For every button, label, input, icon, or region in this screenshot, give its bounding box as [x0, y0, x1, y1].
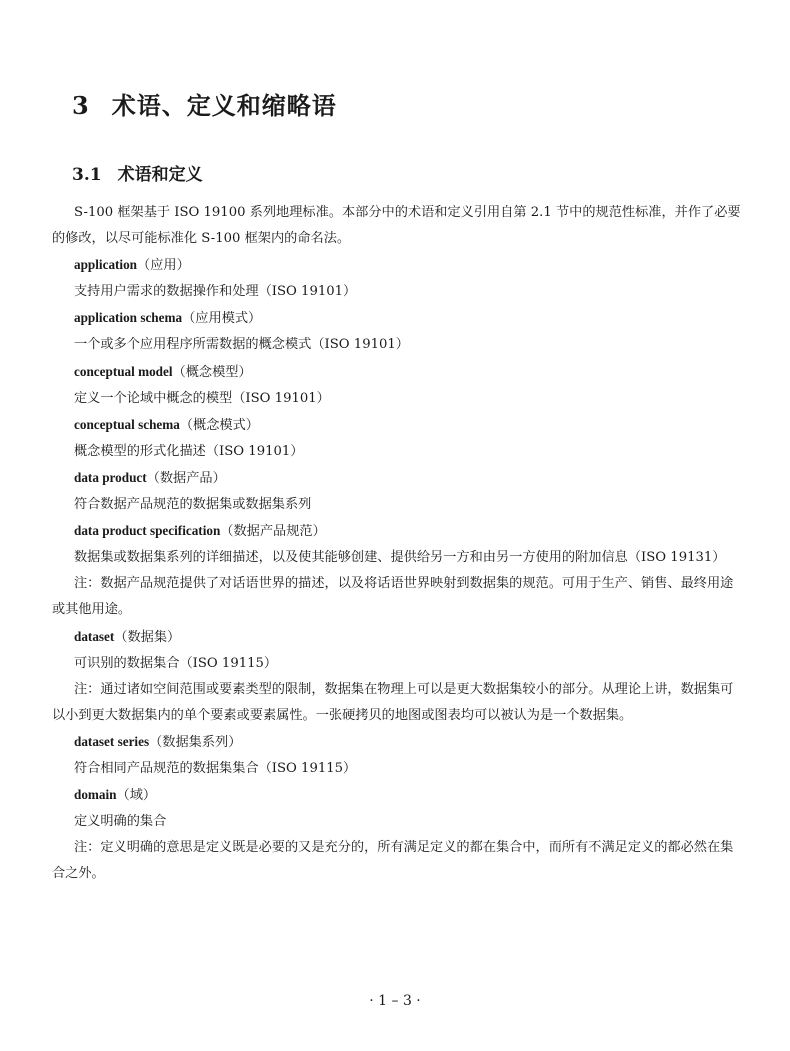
- term-en: data product specification: [74, 523, 221, 539]
- term-note: 注：数据产品规范提供了对话语世界的描述，以及将话语世界映射到数据集的规范。可用于生产、销售、最终用途或其他用途。: [52, 576, 734, 618]
- term-definition: 定义一个论域中概念的模型（ISO 19101）: [74, 390, 330, 406]
- term-entry: [52, 624, 742, 651]
- term-definition: 概念模型的形式化描述（ISO 19101）: [74, 443, 304, 459]
- term-en: conceptual schema: [74, 416, 180, 432]
- section-heading: [72, 160, 203, 185]
- term-en: dataset series: [74, 733, 150, 749]
- term-en: application schema: [74, 310, 183, 326]
- term-en: conceptual model: [74, 363, 173, 379]
- term-cn: （数据集）: [114, 629, 181, 645]
- term-cn: （数据产品）: [146, 470, 226, 486]
- term-entry: [52, 359, 742, 386]
- chapter-title: 术语、定义和缩略语: [111, 92, 337, 120]
- intro-paragraph: S-100 框架基于 ISO 19100 系列地理标准。本部分中的术语和定义引用自第 2.1 节中的规范性标准，并作了必要的修改，以尽可能标准化 S-100 框架内的命名法。: [52, 205, 741, 247]
- term-entry: [52, 782, 742, 809]
- term-entry: [52, 305, 742, 332]
- term-definition: 一个或多个应用程序所需数据的概念模式（ISO 19101）: [74, 337, 409, 353]
- term-entry: [52, 412, 742, 439]
- term-note: 注：通过诸如空间范围或要素类型的限制，数据集在物理上可以是更大数据集较小的部分。从理论上讲，数据集可以小到更大数据集内的单个要素或要素属性。一张硬拷贝的地图或图表均可以被认为是一个数据集。: [52, 681, 734, 723]
- chapter-number: 3: [72, 91, 90, 120]
- term-en: application: [74, 257, 138, 273]
- page-number: · 1 – 3 ·: [369, 993, 421, 1009]
- term-note: 注：定义明确的意思是定义既是必要的又是充分的，所有满足定义的都在集合中，而所有不满足定义的都必然在集合之外。: [52, 840, 734, 882]
- term-definition: 支持用户需求的数据操作和处理（ISO 19101）: [74, 284, 357, 300]
- term-definition: 符合相同产品规范的数据集集合（ISO 19115）: [74, 760, 357, 776]
- term-entry: [52, 465, 742, 492]
- document-body: [52, 200, 742, 887]
- term-cn: （应用模式）: [182, 311, 262, 327]
- term-cn: （域）: [116, 788, 157, 804]
- chapter-heading: [72, 86, 337, 121]
- term-en: data product: [74, 469, 147, 485]
- term-cn: （数据产品规范）: [220, 524, 326, 540]
- term-entry: [52, 252, 742, 279]
- section-number: 3.1: [72, 165, 102, 185]
- term-cn: （概念模式）: [179, 417, 259, 433]
- term-en: dataset: [74, 628, 115, 644]
- term-definition: 符合数据产品规范的数据集或数据集系列: [74, 497, 312, 513]
- term-definition: 数据集或数据集系列的详细描述，以及使其能够创建、提供给另一方和由另一方使用的附加信息（ISO 19131）: [74, 550, 726, 566]
- section-title: 术语和定义: [117, 165, 203, 185]
- term-entry: [52, 729, 742, 756]
- term-definition: 定义明确的集合: [74, 814, 167, 830]
- term-cn: （数据集系列）: [149, 734, 242, 750]
- term-cn: （概念模型）: [172, 364, 252, 380]
- term-definition: 可识别的数据集合（ISO 19115）: [74, 655, 278, 671]
- term-en: domain: [74, 787, 117, 803]
- term-cn: （应用）: [137, 258, 190, 274]
- term-entry: [52, 518, 742, 545]
